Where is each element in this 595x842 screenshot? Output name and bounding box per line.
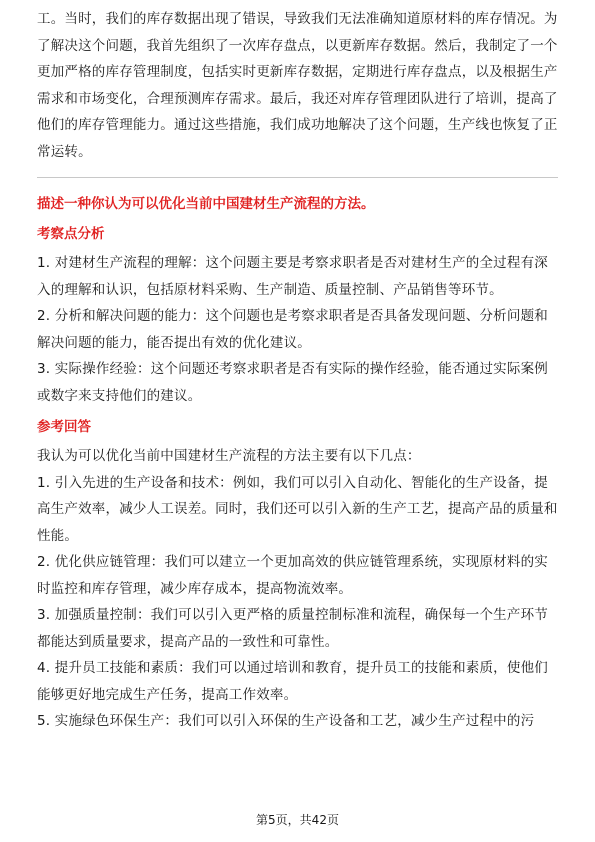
intro-paragraph: 工。当时，我们的库存数据出现了错误，导致我们无法准确知道原材料的库存情况。为了解决这个问题，我首先组织了一次库存盘点，以更新库存数据。然后，我制定了一个更加严格的库存管理制度，包括实时更新库存数据，定期进行库存盘点，以及根据生产需求和市场变化，合理预测库存需求。最后，我还对库存管理团队进行了培训，提高了他们的库存管理能力。通过这些措施，我们成功地解决了这个问题，生产线也恢复了正常运转。 — [37, 11, 558, 160]
document-page — [37, 6, 558, 735]
section-divider — [37, 177, 558, 178]
analysis-item: 2. 分析和解决问题的能力：这个问题也是考察求职者是否具备发现问题、分析问题和解决问题的能力，能否提出有效的优化建议。 — [37, 308, 548, 351]
answer-item: 1. 引入先进的生产设备和技术：例如，我们可以引入自动化、智能化的生产设备，提高生产效率，减少人工误差。同时，我们还可以引入新的生产工艺，提高产品的质量和性能。 — [37, 474, 558, 544]
answer-item: 4. 提升员工技能和素质：我们可以通过培训和教育，提升员工的技能和素质，使他们能够更好地完成生产任务，提高工作效率。 — [37, 660, 548, 703]
analysis-item: 3. 实际操作经验：这个问题还考察求职者是否有实际的操作经验，能否通过实际案例或数字来支持他们的建议。 — [37, 361, 548, 404]
analysis-title: 考察点分析 — [37, 226, 105, 242]
answer-item: 5. 实施绿色环保生产：我们可以引入环保的生产设备和工艺，减少生产过程中的污 — [37, 713, 535, 729]
page-footer: 第5页，共42页 — [256, 813, 339, 827]
answer-item: 2. 优化供应链管理：我们可以建立一个更加高效的供应链管理系统，实现原材料的实时监控和库存管理，减少库存成本，提高物流效率。 — [37, 554, 548, 597]
answer-intro: 我认为可以优化当前中国建材生产流程的方法主要有以下几点： — [37, 448, 421, 464]
answer-item: 3. 加强质量控制：我们可以引入更严格的质量控制标准和流程，确保每一个生产环节都能达到质量要求，提高产品的一致性和可靠性。 — [37, 607, 548, 650]
answer-title: 参考回答 — [37, 419, 91, 435]
question-heading: 描述一种你认为可以优化当前中国建材生产流程的方法。 — [37, 196, 375, 212]
analysis-item: 1. 对建材生产流程的理解：这个问题主要是考察求职者是否对建材生产的全过程有深入的理解和认识，包括原材料采购、生产制造、质量控制、产品销售等环节。 — [37, 255, 548, 298]
